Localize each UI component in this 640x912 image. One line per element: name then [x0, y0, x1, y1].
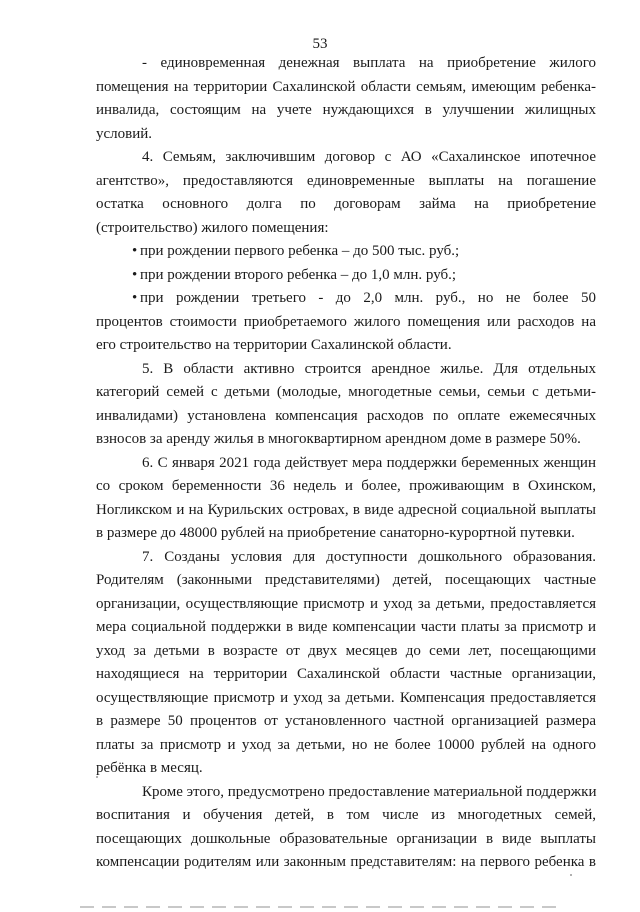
line-text: 7. Созданы условия для доступности дошкольного образования.: [142, 548, 596, 565]
text-line: [96, 781, 596, 805]
text-line: [96, 569, 596, 593]
text-line: [96, 76, 596, 100]
line-text: платы за присмотр и уход за детьми, но не более 10000 рублей на одного: [96, 736, 596, 753]
text-line: [96, 240, 596, 264]
document-body: [96, 52, 596, 875]
line-text: со сроком беременности 36 недель и более, проживающим в Охинском,: [96, 478, 596, 494]
bullet-icon: •: [132, 266, 138, 283]
text-line: [96, 334, 596, 358]
line-text: Родителям (законными представителями) детей, посещающих частные: [96, 572, 596, 588]
text-line: [96, 734, 596, 758]
line-text: в размере 50 процентов от установленного частной организацией размера: [96, 713, 596, 729]
text-line: [96, 828, 596, 852]
line-text: взносов за аренду жилья в многоквартирном арендном доме в размере 50%.: [96, 431, 581, 447]
line-text: - единовременная денежная выплата на приобретение жилого: [142, 55, 596, 71]
line-text: инвалида, состоящим на учете нуждающихся в улучшении жилищных: [96, 102, 596, 118]
line-text: мера социальной поддержки в виде компенсации части платы за присмотр и: [96, 619, 596, 635]
scan-speck: [96, 776, 98, 778]
text-line: [96, 546, 596, 570]
text-line: [96, 687, 596, 711]
line-text: при рождении третьего - до 2,0 млн. руб., но не более 50: [140, 290, 596, 306]
text-line: [96, 804, 596, 828]
line-text: (строительство) жилого помещения:: [96, 219, 329, 236]
line-text: Ногликском и на Курильских островах, в виде адресной социальной выплаты: [96, 501, 596, 518]
text-line: [96, 358, 596, 382]
text-line: [96, 217, 596, 241]
text-line: [96, 663, 596, 687]
text-line: [96, 522, 596, 546]
line-text: в размере до 48000 рублей на приобретение санаторно-курортной путевки.: [96, 525, 575, 541]
text-line: [96, 123, 596, 147]
line-text: его строительство на территории Сахалинской области.: [96, 337, 452, 353]
line-text: условий.: [96, 125, 153, 142]
line-text: процентов стоимости приобретаемого жилого помещения или расходов на: [96, 313, 596, 330]
line-text: воспитания и обучения детей, в том числе из многодетных семей,: [96, 807, 596, 823]
line-text: 6. С января 2021 года действует мера поддержки беременных женщин: [142, 454, 596, 471]
text-line: [96, 264, 596, 288]
text-line: [96, 499, 596, 523]
bullet-icon: •: [132, 243, 138, 259]
scan-edge-artifact: [80, 906, 560, 908]
line-text: посещающих дошкольные образовательные организации в виде выплаты: [96, 830, 596, 847]
line-text: уход за детьми в возрасте от двух месяцев до семи лет, посещающими: [96, 642, 596, 659]
text-line: [96, 52, 596, 76]
text-line: [96, 405, 596, 429]
text-line: [96, 452, 596, 476]
text-line: [96, 193, 596, 217]
text-line: [96, 710, 596, 734]
text-line: [96, 757, 596, 781]
text-line: [96, 428, 596, 452]
line-text: инвалидами) установлена компенсация расходов по оплате ежемесячных: [96, 407, 596, 424]
line-text: компенсации родителям или законным представителям: на первого ребенка в: [96, 854, 596, 870]
text-line: [96, 287, 596, 311]
text-line: [96, 851, 596, 875]
line-text: остатка основного долга по договорам займа на приобретение: [96, 196, 596, 212]
scan-speck: [570, 874, 572, 876]
text-line: [96, 640, 596, 664]
line-text: ребёнка в месяц.: [96, 760, 203, 776]
line-text: осуществляющие присмотр и уход за детьми. Компенсация предоставляется: [96, 689, 596, 706]
line-text: находящиеся на территории Сахалинской области частные организации,: [96, 666, 596, 682]
text-line: [96, 381, 596, 405]
page-number: 53: [312, 36, 328, 52]
text-line: [96, 593, 596, 617]
line-text: при рождении второго ребенка – до 1,0 млн. руб.;: [140, 266, 457, 283]
line-text: организации, осуществляющие присмотр и уход за детьми, предоставляется: [96, 595, 596, 612]
line-text: Кроме этого, предусмотрено предоставление материальной поддержки: [142, 783, 597, 800]
line-text: 5. В области активно строится арендное жилье. Для отдельных: [142, 360, 596, 377]
text-line: [96, 475, 596, 499]
bullet-icon: •: [132, 290, 138, 306]
line-text: агентство», предоставляются единовременные выплаты на погашение: [96, 172, 596, 189]
text-line: [96, 616, 596, 640]
text-line: [96, 170, 596, 194]
line-text: помещения на территории Сахалинской области семьям, имеющим ребенка-: [96, 78, 596, 95]
line-text: категорий семей с детьми (молодые, многодетные семьи, семьи с детьми-: [96, 384, 596, 400]
text-line: [96, 99, 596, 123]
line-text: при рождении первого ребенка – до 500 тыс. руб.;: [140, 243, 460, 259]
text-line: [96, 311, 596, 335]
line-text: 4. Семьям, заключившим договор с АО «Сахалинское ипотечное: [142, 149, 596, 165]
text-line: [96, 146, 596, 170]
